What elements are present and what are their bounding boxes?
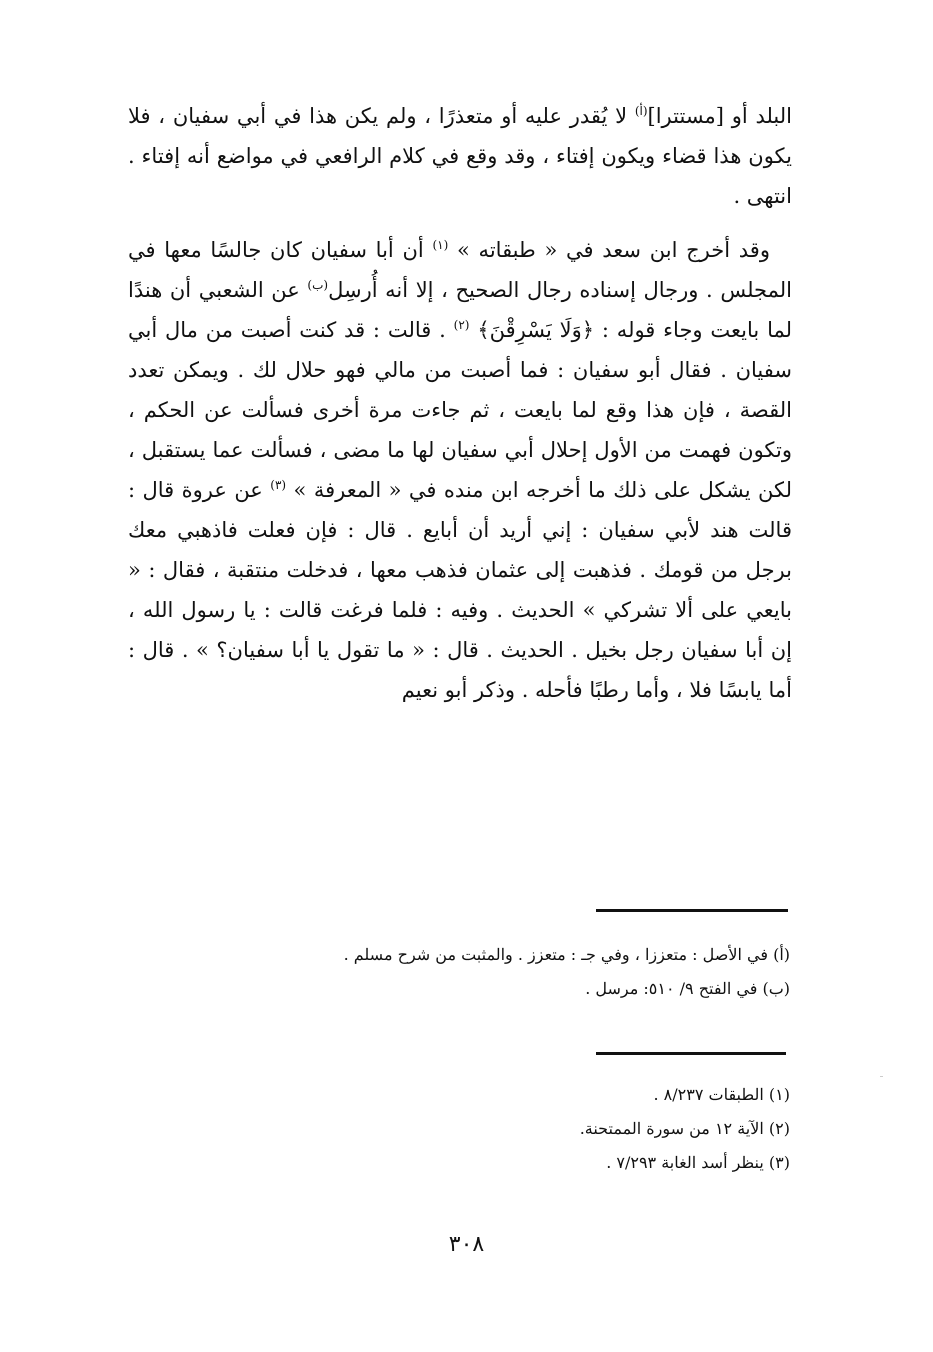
- paragraph-2-text-d: . قالت : قد كنت أصبت من مال أبي سفيان . فقال أبو سفيان : فما أصبت من مالي فهو حلال لك . ويمكن تعدد القصة ، فإن هذا وقع لما بايعت ، ثم جاءت مرة أخرى فسألت عن الحكم ، وتكون فهمت من الأول إحلال أبي سفيان لها ما مضى ، فسألت عما يستقبل ، لكن يشكل على ذلك ما أخرجه ابن منده في « المعرفة »: [128, 318, 792, 502]
- paragraph-1: [128, 96, 792, 216]
- paragraph-2-text-a: وقد أخرج ابن سعد في « طبقاته »: [457, 238, 770, 262]
- page-number: ٣٠٨: [448, 1232, 485, 1257]
- footnote-ref-b: (ب): [307, 278, 329, 292]
- footnote-ref-a: (أ): [634, 104, 648, 118]
- paragraph-1-text-b: لا يُقدر عليه أو متعذرًا ، ولم يكن هذا في أبي سفيان ، فلا يكون هذا قضاء ويكون إفتاء ، وقد وقع في كلام الرافعي في مواضع أنه إفتاء . انتهى .: [128, 104, 792, 208]
- footnote-ref-3: (٣): [270, 478, 287, 492]
- paragraph-2-text-b: أن أبا سفيان كان جالسًا معها في المجلس . ورجال إسناده رجال الصحيح ، إلا أنه أُرسِل: [128, 238, 792, 302]
- footnote-ref-1: (١): [432, 238, 449, 252]
- footnote-2: (٢) الآية ١٢ من سورة الممتحنة.: [579, 1119, 790, 1138]
- footnote-b: (ب) في الفتح ٩/ ٥١٠: مرسل .: [585, 979, 790, 998]
- footnotes-lettered: [300, 938, 790, 1006]
- footnote-ref-2: (٢): [453, 318, 470, 332]
- footnote-separator-top: [596, 909, 788, 912]
- footnotes-numbered: [300, 1078, 790, 1180]
- paragraph-2: [128, 230, 792, 710]
- scan-speck: [880, 1076, 883, 1077]
- paragraph-2-text-e: عن عروة قال : قالت هند لأبي سفيان : إني أريد أن أبايع . قال : فإن فعلت فاذهبي معك برجل من قومك . فذهبت إلى عثمان فذهب معها ، فدخلت منتقبة ، فقال : « بايعي على ألا تشركي » الحديث . وفيه : فلما فرغت قالت : يا رسول الله ، إن أبا سفيان رجل بخيل . الحديث . قال : « ما تقول يا أبا سفيان؟ » . قال : أما يابسًا فلا ، وأما رطبًا فأحله . وذكر أبو نعيم: [128, 478, 792, 702]
- main-text: [128, 96, 792, 710]
- footnote-separator-bottom: [596, 1052, 786, 1055]
- footnote-3: (٣) ينظر أسد الغابة ٧/٢٩٣ .: [606, 1153, 790, 1172]
- paragraph-1-text-a: البلد أو [مستترا]: [647, 104, 792, 128]
- footnote-1: (١) الطبقات ٨/٢٣٧ .: [653, 1085, 790, 1104]
- footnote-a: (أ) في الأصل : متعززا ، وفي جـ : متعزز . والمثبت من شرح مسلم .: [343, 945, 790, 964]
- paragraph-2-text-c: عن الشعبي أن هندًا لما بايعت وجاء قوله : ﴿وَلَا يَسْرِقْنَ﴾: [128, 278, 793, 342]
